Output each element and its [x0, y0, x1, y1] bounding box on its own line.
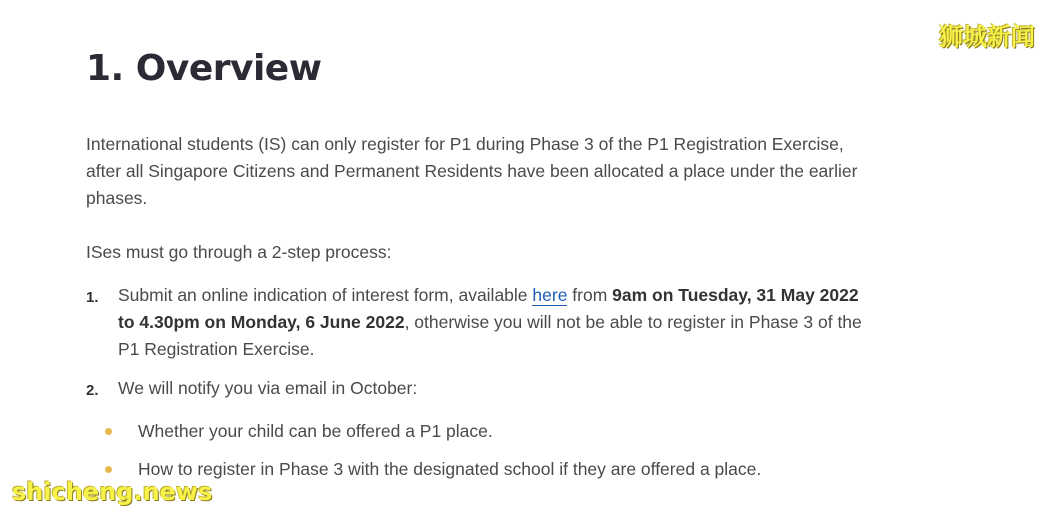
watermark-bottom: shicheng.news [12, 478, 213, 506]
step-text-from: from [567, 285, 613, 305]
step-text: We will notify you via email in October: [118, 378, 418, 398]
step-text-end: , otherwise you will not be able to register in Phase 3 of the P1 Registration Exercise. [118, 312, 862, 359]
bullet-item [105, 418, 493, 445]
here-link[interactable]: here [532, 285, 568, 305]
step-number: 2. [86, 382, 99, 399]
list-item-step-1 [86, 282, 866, 363]
bullet-text: How to register in Phase 3 with the designated school if they are offered a place. [138, 459, 762, 479]
process-intro: ISes must go through a 2-step process: [86, 242, 392, 262]
intro-paragraph: International students (IS) can only register for P1 during Phase 3 of the P1 Registration Exercise, after all Singapore Citizens and Permanent Residents have been allocated a place under the earlier phases. [86, 134, 858, 208]
list-item-step-2 [86, 375, 866, 402]
step-text-start: Submit an online indication of interest form, available [118, 285, 533, 305]
step-number: 1. [86, 289, 99, 306]
bullet-dot-icon [105, 466, 112, 473]
date-range: 9am on Tuesday, 31 May 2022 to 4.30pm on Monday, 6 June 2022 [118, 285, 859, 332]
bullet-text: Whether your child can be offered a P1 place. [138, 421, 493, 441]
section-heading: 1. Overview [86, 48, 322, 89]
bullet-dot-icon [105, 428, 112, 435]
watermark-top: 狮城新闻 [939, 23, 1035, 51]
step-text [118, 282, 866, 363]
